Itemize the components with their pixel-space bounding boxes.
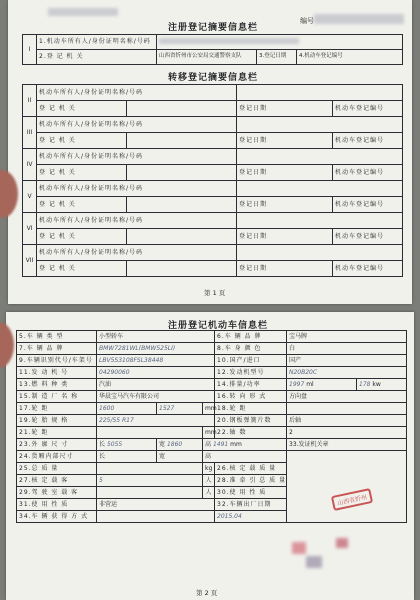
registration-organ-value: 山西省忻州市公安局交通警察支队 <box>157 50 257 65</box>
manufacturer-value: 华晨宝马汽车有限公司 <box>97 391 215 403</box>
transfer-organ-value <box>127 261 237 277</box>
field-24-label: 24.货厢内部尺寸 <box>17 451 97 463</box>
transfer-organ-value <box>127 133 237 149</box>
transfer-date-label: 登记日期 <box>237 165 333 181</box>
length-cell <box>97 439 157 451</box>
field-9-label: 9.车辆识别代号/车架号 <box>17 355 97 367</box>
plate-number-label: 4.机动车登记编号 <box>297 50 403 65</box>
field-31-label: 31.使 用 性 质 <box>17 499 97 511</box>
transfer-owner-label: 机动车所有人/身份证明名称/号码 <box>37 245 237 261</box>
height-cell <box>203 439 287 451</box>
axles-value: 2 <box>287 427 407 439</box>
transfer-date-label: 登记日期 <box>237 261 333 277</box>
issue-date-value: 2015.04 <box>215 511 287 523</box>
field-17-label: 17.轮 距 <box>17 403 97 415</box>
row-roman: VI <box>23 213 37 245</box>
field-29-label: 29.驾 驶 室 载 客 <box>17 487 97 499</box>
seats-person-unit: 人 <box>203 475 215 487</box>
transfer-owner-value <box>237 213 403 229</box>
transfer-organ-label: 登 记 机 关 <box>37 165 127 181</box>
height-unit: 高 <box>205 440 212 448</box>
transfer-plate-label: 机动车登记编号 <box>333 101 403 117</box>
redacted-document-number <box>314 14 404 24</box>
track-mm-unit: mm <box>203 403 215 415</box>
power-value: 178 <box>359 380 371 388</box>
field-21-value <box>97 427 203 439</box>
transfer-organ-value <box>127 197 237 213</box>
width-cell <box>157 439 203 451</box>
redacted-header-text <box>48 8 118 16</box>
page-number-2: 第 2 页 <box>196 589 218 597</box>
page-number-1: 第 1 页 <box>204 289 226 297</box>
leaf-spring-value: 后轴 <box>287 415 407 427</box>
total-mass-value <box>97 463 203 475</box>
usage-value: 非营运 <box>97 499 215 511</box>
transfer-owner-value <box>237 85 403 101</box>
model-value: BMW7281WL(BMW525LI) <box>97 343 215 355</box>
transfer-owner-value <box>237 181 403 197</box>
field-7-label: 7.车 辆 品 牌 <box>17 343 97 355</box>
kw-unit: kw <box>372 380 381 388</box>
field-23-label: 23.外 廓 尺 寸 <box>17 439 97 451</box>
registration-summary-table <box>22 34 403 65</box>
acquisition-method-value <box>97 511 215 523</box>
registration-date-label: 3.登记日期 <box>257 50 297 65</box>
document-number-label: 编号 <box>300 17 314 25</box>
transfer-date-label: 登记日期 <box>237 101 333 117</box>
transfer-organ-label: 登 记 机 关 <box>37 197 127 213</box>
field-30-label: 30.使 用 性 质 <box>215 487 287 499</box>
field-15-label: 15.制 造 厂 名 称 <box>17 391 97 403</box>
transfer-owner-label: 机动车所有人/身份证明名称/号码 <box>37 181 237 197</box>
pixelated-mosaic-gray <box>306 556 322 568</box>
field-11-label: 11.发 动 机 号 <box>17 367 97 379</box>
displacement-cell <box>287 379 357 391</box>
field-12-label: 12.发动机型号 <box>215 367 287 379</box>
field-18-value <box>287 403 407 415</box>
registration-organ-label: 2.登 记 机 关 <box>37 50 157 65</box>
field-26-label: 26.核 定 载 质 量 <box>215 463 287 475</box>
transfer-organ-value <box>127 229 237 245</box>
width-unit: 宽 <box>159 440 166 448</box>
field-20-label: 20.钢板弹簧片数 <box>215 415 287 427</box>
engine-model-value: N20B20C <box>287 367 407 379</box>
engine-number-value: 04290060 <box>97 367 215 379</box>
registration-summary-page <box>8 0 412 304</box>
field-14-label: 14.排量/功率 <box>215 379 287 391</box>
width-value: 1860 <box>166 440 183 448</box>
field-21-label: 21.轮 距 <box>17 427 97 439</box>
transfer-owner-label: 机动车所有人/身份证明名称/号码 <box>37 213 237 229</box>
field-32-label: 32.车辆出厂日期 <box>215 499 287 511</box>
transfer-summary-table <box>22 84 403 277</box>
field-6-label: 6.车 辆 品 牌 <box>215 331 287 343</box>
field-10-label: 10.国产/进口 <box>215 355 287 367</box>
cargo-length-cell: 长 <box>97 451 157 463</box>
tire-spec-value: 225/55 R17 <box>97 415 215 427</box>
row-roman: IV <box>23 149 37 181</box>
power-cell <box>357 379 407 391</box>
transfer-plate-label: 机动车登记编号 <box>333 165 403 181</box>
vehicle-info-title: 注册登记机动车信息栏 <box>168 321 269 331</box>
transfer-plate-label: 机动车登记编号 <box>333 261 403 277</box>
transfer-owner-label: 机动车所有人/身份证明名称/号码 <box>37 85 237 101</box>
field-18-label: 18.轮 距 <box>215 403 287 415</box>
height-value: 1491 <box>212 440 229 448</box>
transfer-owner-value <box>237 149 403 165</box>
transfer-owner-value <box>237 245 403 261</box>
transfer-owner-value <box>237 117 403 133</box>
pixelated-mosaic-rose <box>336 538 348 548</box>
field-8-label: 8.车 身 颜 色 <box>215 343 287 355</box>
row-roman: II <box>23 85 37 117</box>
cargo-width-cell: 宽 <box>157 451 203 463</box>
field-28-label: 28.准 牵 引 总 质 量 <box>215 475 287 487</box>
height-mm-unit: mm <box>230 440 242 448</box>
front-track-value: 1600 <box>97 403 157 415</box>
vehicle-type-value: 小型轿车 <box>97 331 215 343</box>
registration-summary-title: 注册登记摘要信息栏 <box>168 23 259 33</box>
field-22-label: 22.轴 数 <box>215 427 287 439</box>
transfer-plate-label: 机动车登记编号 <box>333 229 403 245</box>
rear-track-value: 1527 <box>157 403 203 415</box>
field-34-label: 34.车 辆 获 得 方 式 <box>17 511 97 523</box>
transfer-organ-label: 登 记 机 关 <box>37 261 127 277</box>
transfer-plate-label: 机动车登记编号 <box>333 133 403 149</box>
color-value: 白 <box>287 343 407 355</box>
seats-value: 5 <box>97 475 203 487</box>
transfer-owner-label: 机动车所有人/身份证明名称/号码 <box>37 117 237 133</box>
wheelbase-mm-unit: mm <box>203 427 215 439</box>
pixelated-mosaic-pink <box>292 542 306 554</box>
red-official-stamp: 山西省忻州 <box>331 488 373 511</box>
field-27-label: 27.核 定 载 客 <box>17 475 97 487</box>
ml-unit: ml <box>306 380 314 388</box>
transfer-plate-label: 机动车登记编号 <box>333 197 403 213</box>
transfer-date-label: 登记日期 <box>237 229 333 245</box>
steering-value: 方向盘 <box>287 391 407 403</box>
origin-value: 国产 <box>287 355 407 367</box>
cab-seats-value <box>97 487 203 499</box>
issuing-authority-seal-cell <box>287 451 407 523</box>
brand-value: 宝马牌 <box>287 331 407 343</box>
row-roman-i: I <box>23 35 37 65</box>
cab-seats-person-unit: 人 <box>203 487 215 499</box>
field-19-label: 19.轮 胎 规 格 <box>17 415 97 427</box>
row-roman: VII <box>23 245 37 277</box>
row-roman: V <box>23 181 37 213</box>
fuel-value: 汽油 <box>97 379 215 391</box>
owner-value-cell <box>157 35 403 50</box>
field-5-label: 5.车 辆 类 型 <box>17 331 97 343</box>
length-unit: 长 <box>99 440 106 448</box>
field-16-label: 16.转 向 形 式 <box>215 391 287 403</box>
transfer-date-label: 登记日期 <box>237 197 333 213</box>
field-25-label: 25.总 质 量 <box>17 463 97 475</box>
displacement-value: 1997 <box>289 380 305 388</box>
transfer-date-label: 登记日期 <box>237 133 333 149</box>
field-13-label: 13.燃 料 种 类 <box>17 379 97 391</box>
transfer-organ-value <box>127 165 237 181</box>
transfer-owner-label: 机动车所有人/身份证明名称/号码 <box>37 149 237 165</box>
transfer-organ-label: 登 记 机 关 <box>37 133 127 149</box>
transfer-organ-label: 登 记 机 关 <box>37 229 127 245</box>
total-mass-kg-unit: kg <box>203 463 215 475</box>
owner-label: 1.机动车所有人/身份证明名称/号码 <box>37 35 157 50</box>
cargo-height-cell: 高 <box>203 451 287 463</box>
field-33-label: 33.发证机关章 <box>287 439 407 451</box>
transfer-summary-title: 转移登记摘要信息栏 <box>168 73 259 83</box>
row-roman: III <box>23 117 37 149</box>
vin-value: LBV5S3108FSL38448 <box>97 355 215 367</box>
vehicle-info-page <box>6 312 414 600</box>
length-value: 5055 <box>106 440 123 448</box>
transfer-organ-label: 登 记 机 关 <box>37 101 127 117</box>
transfer-organ-value <box>127 101 237 117</box>
